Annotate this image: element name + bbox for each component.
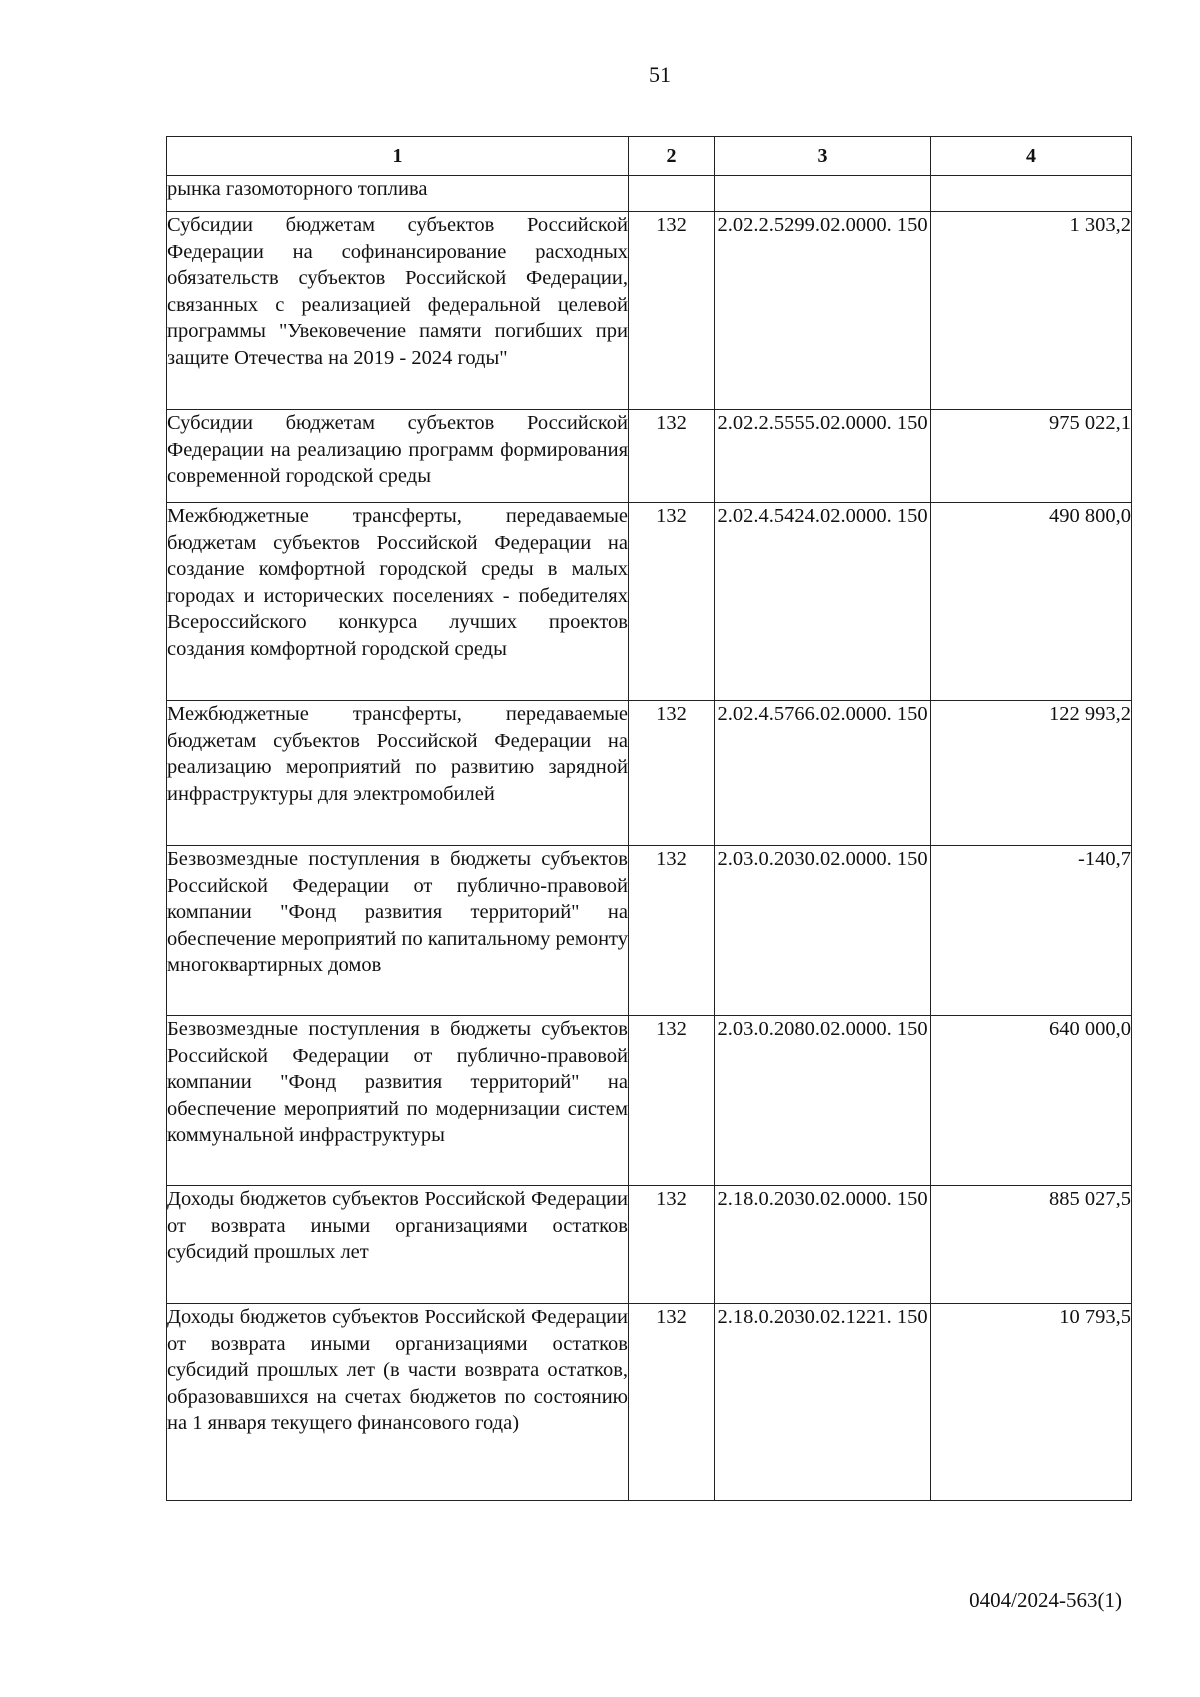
row-budget-code: 2.18.0.2030.02.1221. 150: [715, 1304, 931, 1501]
row-description: Безвозмездные поступления в бюджеты субъектов Российской Федерации от публично-правовой компании "Фонд развития территорий" на обеспечение мероприятий по капитальному ремонту многоквартирных домов: [167, 846, 629, 1016]
table-row: [167, 1304, 1132, 1501]
row-amount: 640 000,0: [931, 1016, 1132, 1186]
row-description: Межбюджетные трансферты, передаваемые бюджетам субъектов Российской Федерации на создание комфортной городской среды в малых городах и исторических поселениях - победителях Всероссийского конкурса лучших проектов создания комфортной городской среды: [167, 503, 629, 701]
row-amount: 1 303,2: [931, 212, 1132, 410]
row-budget-code: 2.02.4.5766.02.0000. 150: [715, 701, 931, 846]
row-amount: [931, 176, 1132, 212]
table-row: [167, 846, 1132, 1016]
table-row: [167, 410, 1132, 503]
row-admin-code: 132: [629, 701, 715, 846]
page-number: 51: [649, 62, 671, 87]
row-description: Межбюджетные трансферты, передаваемые бюджетам субъектов Российской Федерации на реализацию мероприятий по развитию зарядной инфраструктуры для электромобилей: [167, 701, 629, 846]
row-budget-code: [715, 176, 931, 212]
row-budget-code: 2.03.0.2080.02.0000. 150: [715, 1016, 931, 1186]
row-budget-code: 2.03.0.2030.02.0000. 150: [715, 846, 931, 1016]
table-row: [167, 503, 1132, 701]
table-row: [167, 176, 1132, 212]
table-row: [167, 1186, 1132, 1304]
row-description: Субсидии бюджетам субъектов Российской Федерации на софинансирование расходных обязательств субъектов Российской Федерации, связанных с реализацией федеральной целевой программы "Увековечение памяти погибших при защите Отечества на 2019 - 2024 годы": [167, 212, 629, 410]
row-admin-code: 132: [629, 1186, 715, 1304]
column-header-3: 3: [715, 137, 931, 176]
row-amount: 975 022,1: [931, 410, 1132, 503]
table-row: [167, 1016, 1132, 1186]
budget-revenue-table: [166, 136, 1132, 1501]
row-amount: 10 793,5: [931, 1304, 1132, 1501]
row-description: Доходы бюджетов субъектов Российской Федерации от возврата иными организациями остатков субсидий прошлых лет (в части возврата остатков, образовавшихся на счетах бюджетов по состоянию на 1 января текущего финансового года): [167, 1304, 629, 1501]
table-row: [167, 701, 1132, 846]
row-admin-code: 132: [629, 846, 715, 1016]
row-budget-code: 2.18.0.2030.02.0000. 150: [715, 1186, 931, 1304]
table-row: [167, 212, 1132, 410]
row-admin-code: 132: [629, 1016, 715, 1186]
row-budget-code: 2.02.4.5424.02.0000. 150: [715, 503, 931, 701]
row-admin-code: 132: [629, 410, 715, 503]
row-admin-code: 132: [629, 1304, 715, 1501]
row-description: Безвозмездные поступления в бюджеты субъектов Российской Федерации от публично-правовой компании "Фонд развития территорий" на обеспечение мероприятий по модернизации систем коммунальной инфраструктуры: [167, 1016, 629, 1186]
row-amount: 885 027,5: [931, 1186, 1132, 1304]
row-admin-code: 132: [629, 503, 715, 701]
row-amount: 490 800,0: [931, 503, 1132, 701]
row-description: Субсидии бюджетам субъектов Российской Федерации на реализацию программ формирования современной городской среды: [167, 410, 629, 503]
row-description: Доходы бюджетов субъектов Российской Федерации от возврата иными организациями остатков субсидий прошлых лет: [167, 1186, 629, 1304]
column-header-2: 2: [629, 137, 715, 176]
row-amount: 122 993,2: [931, 701, 1132, 846]
row-budget-code: 2.02.2.5299.02.0000. 150: [715, 212, 931, 410]
document-number: 0404/2024-563(1): [969, 1588, 1122, 1612]
column-header-4: 4: [931, 137, 1132, 176]
row-admin-code: 132: [629, 212, 715, 410]
column-header-1: 1: [167, 137, 629, 176]
row-admin-code: [629, 176, 715, 212]
row-description: рынка газомоторного топлива: [167, 176, 629, 212]
table-header-row: [167, 137, 1132, 176]
row-amount: -140,7: [931, 846, 1132, 1016]
row-budget-code: 2.02.2.5555.02.0000. 150: [715, 410, 931, 503]
